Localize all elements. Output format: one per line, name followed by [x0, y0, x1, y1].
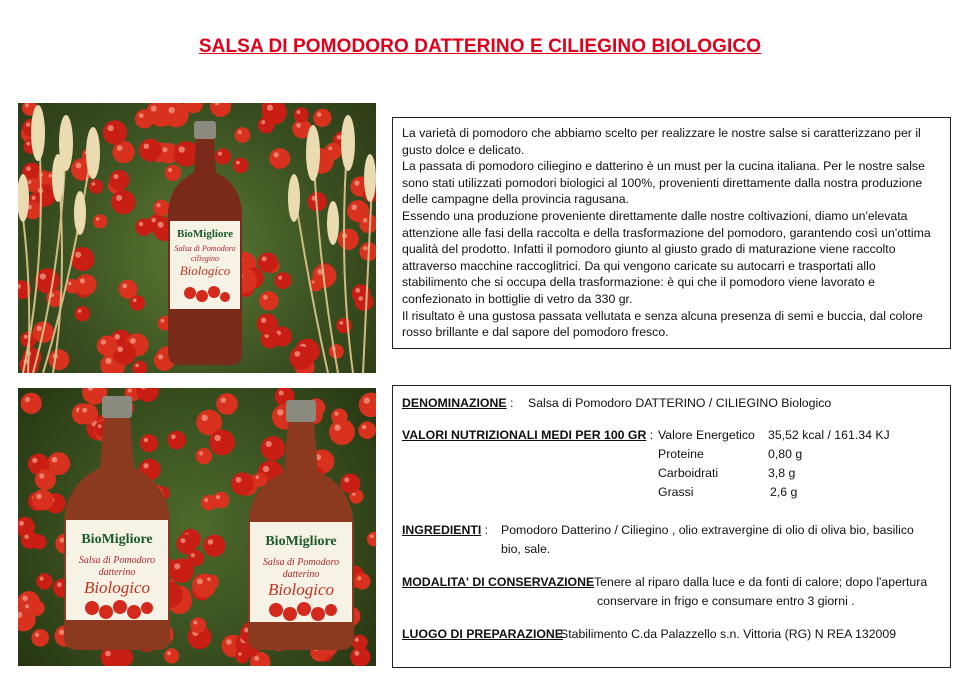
cherry-tomato [275, 272, 292, 289]
cherry-tomato [269, 148, 290, 169]
tomato-highlight [363, 246, 368, 251]
tomato-highlight [171, 435, 176, 440]
preparazione-value: Stabilimento C.da Palazzello s.n. Vittoria (RG) N REA 132009 [560, 627, 897, 641]
cherry-tomato [97, 335, 118, 356]
tomato-highlight [98, 424, 102, 428]
cherry-tomato [132, 361, 147, 373]
tomato-highlight [39, 473, 44, 478]
tomato-highlight [133, 298, 137, 302]
cherry-tomato [313, 109, 331, 127]
tomato-highlight [344, 477, 349, 482]
tomato-highlight [236, 477, 242, 483]
tomato-highlight [116, 195, 122, 201]
tomato-highlight [40, 273, 46, 279]
cherry-tomato [135, 219, 152, 236]
cherry-tomato [359, 393, 376, 418]
tomato-highlight [139, 222, 143, 226]
description-paragraph: Essendo una produzione proveniente direttamente dalle nostre coltivazioni, diamo un'elevata attenzione alle fasi della raccolta e della trasformazione del pomodoro, garantendo così un'ottima qualità del prodotto. Infatti il pomodoro giunto al giusto grado di maturazione viene raccolto attraverso macchine raccoglitrici. Da qui vengono caricate su autocarri e trasportati allo stabilimento che si occupa della trasformazione: è qui che il pomodoro viene lavorato e confezionato in bottiglie di vetro da 330 gr. [402, 208, 931, 306]
tomato-highlight [362, 425, 366, 429]
cherry-tomato [355, 293, 374, 312]
cherry-tomato [367, 532, 376, 547]
cherry-tomato [290, 346, 314, 370]
tomato-highlight [193, 621, 197, 625]
ingredienti-line: bio, sale. [501, 542, 551, 556]
cherry-tomato [196, 448, 212, 464]
cherry-tomato [340, 474, 360, 494]
cherry-tomato [31, 629, 49, 647]
tomato-highlight [355, 288, 360, 293]
ingredienti-row [402, 522, 488, 539]
tomato-highlight [263, 466, 269, 472]
tomato-highlight [174, 563, 180, 569]
tomato-highlight [297, 110, 301, 114]
conservazione-line: conservare in frigo e consumare entro 3 giorni . [597, 594, 855, 608]
preparazione-label [402, 626, 563, 643]
tomato-highlight [25, 604, 29, 608]
description-paragraph: La varietà di pomodoro che abbiamo scelto per realizzare le nostre salse si caratterizzano per il gusto dolce e delicato. [402, 126, 921, 157]
tomato-highlight [48, 174, 52, 178]
tomato-highlight [22, 596, 28, 602]
tomato-highlight [32, 196, 36, 200]
nutrient-name: Carboidrati [658, 466, 719, 480]
svg-text:BioMigliore: BioMigliore [81, 532, 153, 547]
tomato-highlight [117, 346, 123, 352]
denominazione-sep: : [506, 396, 514, 410]
cherry-tomato [164, 648, 179, 663]
tomato-highlight [144, 143, 150, 149]
tomato-highlight [92, 182, 96, 186]
tomato-highlight [238, 130, 242, 134]
tomato-highlight [117, 145, 123, 151]
denominazione-value: Salsa di Pomodoro DATTERINO / CILIEGINO Biologico [528, 396, 832, 410]
svg-text:BioMigliore: BioMigliore [265, 534, 337, 549]
tomato-highlight [114, 174, 119, 179]
cherry-tomato [165, 165, 181, 181]
cherry-tomato [93, 214, 107, 228]
tomato-highlight [158, 222, 164, 228]
tomato-highlight [317, 112, 322, 117]
cherry-tomato [235, 649, 249, 663]
cherry-tomato [354, 573, 371, 590]
cherry-tomato [153, 200, 170, 217]
tomato-highlight [168, 168, 172, 172]
tomato-highlight [76, 163, 82, 169]
tomato-highlight [218, 152, 222, 156]
tomato-highlight [204, 498, 208, 502]
ingredienti-sep: : [481, 523, 489, 537]
tomato-highlight [19, 521, 24, 526]
svg-text:datterino: datterino [98, 567, 136, 578]
tomato-highlight [261, 318, 266, 323]
tomato-highlight [167, 651, 171, 655]
tomato-highlight [157, 203, 161, 207]
tomato-highlight [128, 389, 132, 393]
svg-text:datterino: datterino [282, 569, 320, 580]
tomato-highlight [59, 538, 64, 543]
cherry-tomato [75, 306, 90, 321]
cherry-tomato [358, 421, 376, 439]
tomato-highlight [179, 146, 185, 152]
tomato-highlight [191, 553, 195, 557]
cherry-tomato [110, 170, 130, 190]
cherry-tomato [294, 107, 309, 122]
tomato-highlight [254, 656, 259, 661]
nutrient-value: 35,52 kcal / 161.34 KJ [768, 428, 890, 442]
denominazione-label: DENOMINAZIONE [402, 396, 507, 410]
nutrient-value: 0,80 g [768, 447, 803, 461]
nutrient-name: Valore Energetico [658, 428, 755, 442]
tomato-highlight [364, 398, 370, 404]
tomato-highlight [226, 639, 232, 645]
tomato-highlight [25, 103, 29, 107]
specs-box [392, 385, 951, 668]
tomato-highlight [340, 321, 344, 325]
svg-text:Salsa di Pomodoro: Salsa di Pomodoro [262, 557, 340, 568]
tomato-highlight [274, 152, 279, 157]
product-photo-with-wheat [18, 103, 376, 373]
tomato-highlight [96, 217, 100, 221]
cherry-tomato [49, 349, 70, 370]
tomato-highlight [359, 296, 364, 301]
tomato-highlight [363, 218, 368, 223]
cherry-tomato [111, 190, 135, 214]
tomato-highlight [263, 295, 268, 300]
tomato-highlight [158, 354, 163, 359]
cherry-tomato [233, 158, 248, 173]
tomato-highlight [108, 125, 114, 131]
nutrient-value: 2,6 g [770, 485, 798, 499]
cherry-tomato [89, 179, 103, 193]
tomato-highlight [337, 135, 342, 140]
cherry-tomato [204, 575, 219, 590]
tomato-highlight [105, 651, 111, 657]
svg-text:Salsa di Pomodoro: Salsa di Pomodoro [174, 244, 236, 253]
tomato-highlight [328, 146, 332, 150]
tomato-highlight [28, 180, 32, 184]
tomato-highlight [32, 458, 37, 463]
tomato-highlight [52, 457, 58, 463]
tomato-highlight [181, 538, 186, 543]
tomato-highlight [199, 451, 203, 455]
cherry-tomato [209, 430, 235, 456]
cherry-tomato [188, 550, 204, 566]
cherry-tomato [329, 419, 355, 445]
tomato-highlight [277, 409, 283, 415]
preparazione-label-text: LUOGO DI PREPARAZIONE [402, 627, 564, 641]
tomato-highlight [267, 105, 273, 111]
cherry-tomato [231, 472, 254, 495]
description-paragraph: Il risultato è una gustosa passata vellutata e senza alcuna presenza di semi e buccia, dal colore rosso brillante e dal sapore del pomodoro fresco. [402, 308, 923, 340]
cherry-tomato [36, 573, 52, 589]
conservazione-label [402, 574, 594, 591]
tomato-highlight [143, 463, 148, 468]
tomato-highlight [202, 415, 208, 421]
tomato-highlight [151, 106, 157, 112]
svg-text:Salsa di Pomodoro: Salsa di Pomodoro [78, 555, 156, 566]
cherry-tomato [201, 495, 217, 511]
cherry-tomato [76, 274, 97, 295]
tomato-highlight [262, 256, 267, 261]
cherry-tomato [325, 143, 342, 160]
tomato-highlight [161, 319, 165, 323]
cherry-tomato [329, 344, 344, 359]
cherry-tomato [130, 295, 145, 310]
cherry-tomato [35, 469, 56, 490]
svg-text:BioMigliore: BioMigliore [176, 228, 234, 240]
tomato-highlight [351, 205, 357, 211]
nutrient-name: Proteine [658, 447, 704, 461]
tomato-highlight [37, 326, 42, 331]
svg-text:ciliegino: ciliegino [191, 254, 219, 263]
page-title: SALSA DI POMODORO DATTERINO E CILIEGINO BIOLOGICO [198, 36, 762, 57]
cherry-tomato [338, 229, 359, 250]
tomato-highlight [135, 364, 139, 368]
tomato-highlight [238, 652, 242, 656]
cherry-tomato [140, 434, 158, 452]
tomato-highlight [24, 535, 28, 539]
tomato-highlight [144, 438, 148, 442]
tomato-highlight [354, 651, 359, 656]
tomato-highlight [82, 408, 87, 413]
tomato-highlight [370, 535, 374, 539]
tomato-highlight [24, 335, 28, 339]
tomato-highlight [101, 340, 106, 345]
cherry-tomato [210, 103, 231, 117]
tomato-highlight [296, 123, 301, 128]
tomato-highlight [208, 539, 214, 545]
tomato-highlight [266, 441, 272, 447]
cherry-tomato [215, 148, 231, 164]
tomato-highlight [35, 633, 39, 637]
tomato-highlight [216, 495, 220, 499]
tomato-highlight [139, 113, 144, 118]
cherry-tomato [190, 617, 206, 633]
tomato-highlight [25, 397, 30, 402]
conservazione-label-text: MODALITA' DI CONSERVAZIONE [402, 575, 595, 589]
tomato-highlight [26, 166, 31, 171]
tomato-highlight [357, 576, 361, 580]
conservazione-line: Tenere al riparo dalla luce e da fonti di calore; dopo l'apertura [594, 575, 928, 589]
tomato-highlight [261, 120, 265, 124]
tomato-highlight [40, 577, 44, 581]
tomato-highlight [168, 107, 174, 113]
tomato-highlight [197, 578, 203, 584]
tomato-highlight [236, 161, 240, 165]
tomato-highlight [105, 358, 111, 364]
tomato-highlight [59, 630, 64, 635]
cherry-tomato [257, 314, 278, 335]
nutrient-name: Grassi [658, 485, 694, 499]
tomato-highlight [355, 638, 359, 642]
cherry-tomato [258, 252, 278, 272]
valori-label: VALORI NUTRIZIONALI MEDI PER 100 GR [402, 428, 647, 442]
denominazione-row [402, 395, 513, 412]
ingredienti-line: Pomodoro Datterino / Ciliegino , olio extravergine di olio di oliva bio, basilico [501, 523, 914, 537]
tomato-highlight [279, 391, 284, 396]
cherry-tomato [136, 388, 159, 402]
cherry-tomato [203, 535, 225, 557]
tomato-highlight [130, 338, 136, 344]
tomato-highlight [80, 278, 85, 283]
tomato-highlight [207, 577, 211, 581]
valori-sep: : [646, 428, 654, 442]
tomato-highlight [335, 412, 339, 416]
description-box [392, 117, 951, 349]
cherry-tomato [21, 393, 42, 414]
cherry-tomato [22, 601, 39, 618]
cherry-tomato [261, 436, 285, 460]
tomato-highlight [26, 142, 30, 146]
tomato-highlight [162, 147, 167, 152]
tomato-highlight [36, 494, 41, 499]
tomato-highlight [78, 309, 82, 313]
valori-row [402, 427, 653, 444]
nutrient-value: 3,8 g [768, 466, 796, 480]
cherry-tomato [139, 139, 162, 162]
cherry-tomato [32, 489, 53, 510]
cherry-tomato [103, 120, 127, 144]
cherry-tomato [163, 103, 188, 127]
product-photo-two-bottles [18, 388, 376, 666]
svg-text:Biologico: Biologico [179, 263, 231, 278]
tomato-highlight [294, 351, 300, 357]
cherry-tomato [336, 318, 351, 333]
tomato-highlight [122, 284, 127, 289]
tomato-highlight [75, 252, 81, 258]
tomato-highlight [26, 122, 30, 126]
cherry-tomato [216, 393, 238, 415]
cherry-tomato [167, 431, 186, 450]
tomato-highlight [221, 398, 226, 403]
tomato-highlight [334, 424, 340, 430]
ingredienti-label: INGREDIENTI [402, 523, 482, 537]
tomato-highlight [214, 435, 220, 441]
tomato-highlight [57, 582, 62, 587]
tomato-highlight [256, 476, 260, 480]
tomato-highlight [114, 334, 120, 340]
svg-text:Biologico: Biologico [267, 580, 335, 599]
cherry-tomato [235, 127, 251, 143]
tomato-highlight [354, 181, 359, 186]
tomato-highlight [278, 276, 282, 280]
description-paragraph: La passata di pomodoro ciliegino e datterino è un must per la cucina italiana. Per le nostre salse sono stati utilizzati pomodori biologici al 100%, provenienti direttamente dalla nostra produzione delle campagne della provincia ragusana. [402, 159, 925, 207]
cherry-tomato [78, 404, 98, 424]
cherry-tomato [21, 531, 39, 549]
cherry-tomato [259, 291, 278, 310]
tomato-highlight [68, 282, 72, 286]
svg-text:Biologico: Biologico [83, 578, 151, 597]
sauce-bottle-left [64, 396, 170, 650]
